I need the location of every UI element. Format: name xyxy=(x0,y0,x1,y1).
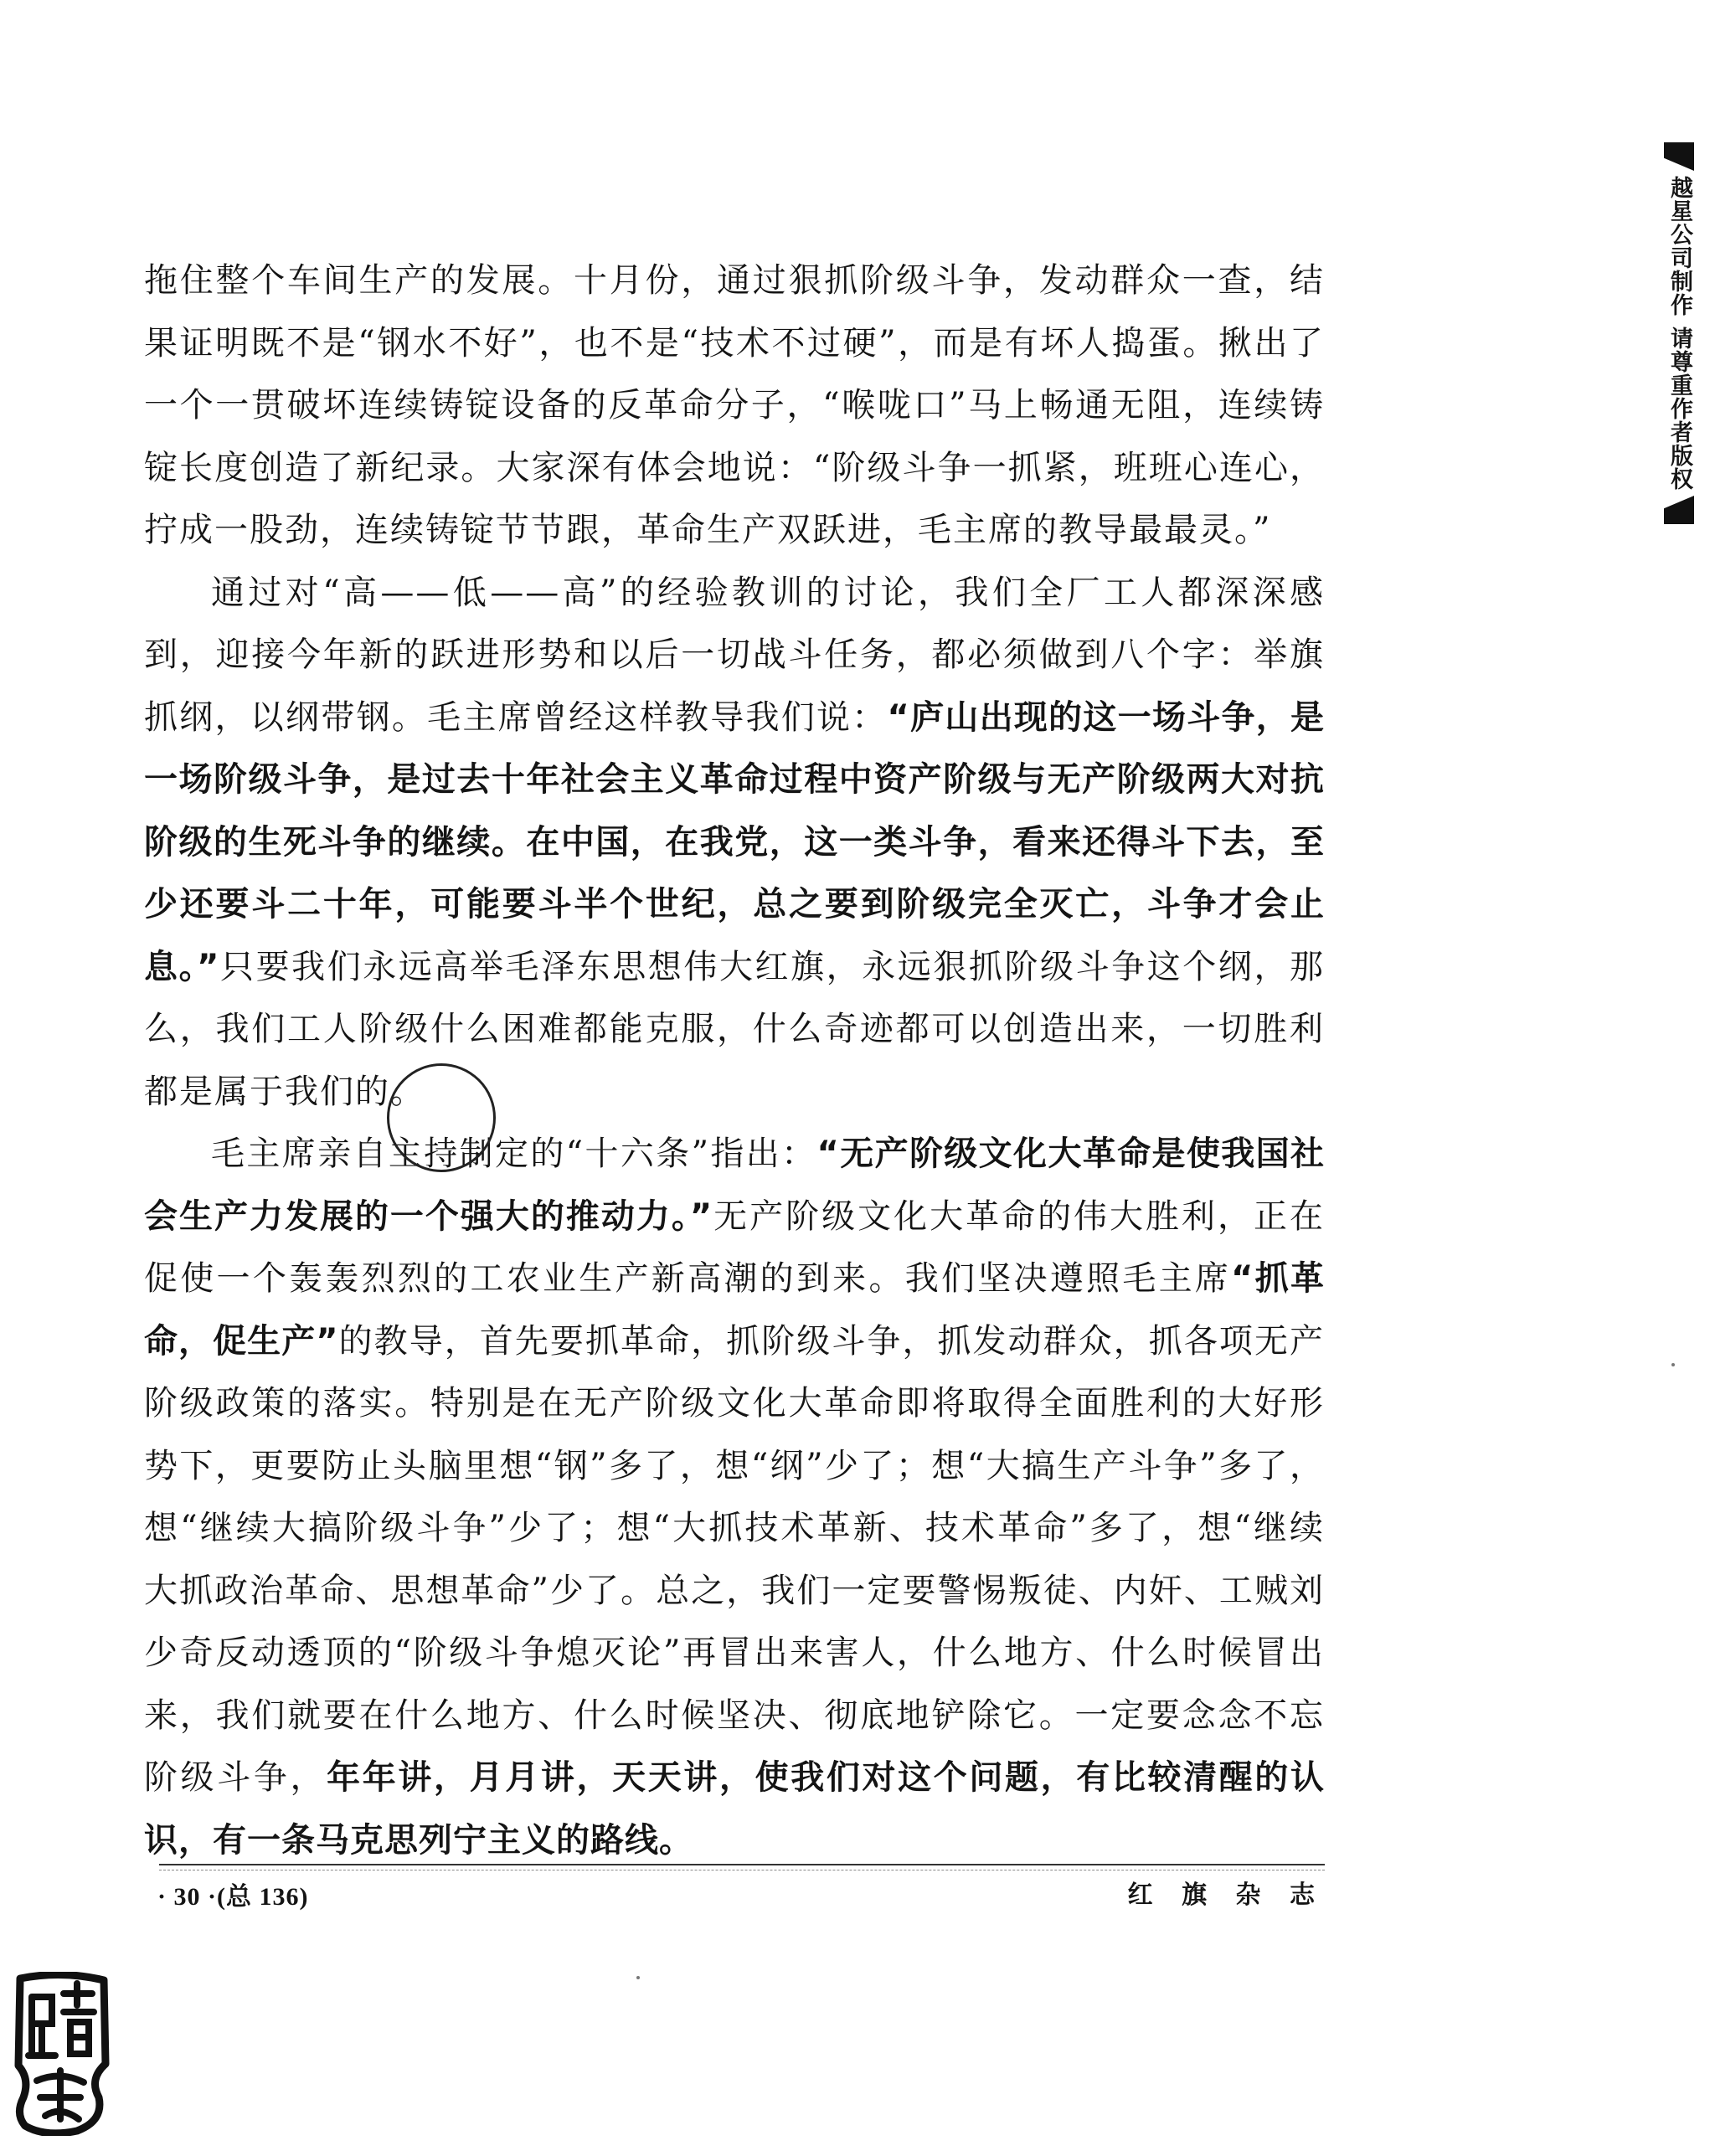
text-run: 只要我们永远高举毛泽东思想伟大红旗，永远狠抓阶级斗争这个纲，那么，我们工人阶级什么困难都能克服，什么奇迹都可以创造出来，一切胜利都是属于我们的。 xyxy=(144,947,1326,1111)
text-run: 拖住整个车间生产的发展。十月份，通过狠抓阶级斗争，发动群众一查，结果证明既不是“钢水不好”，也不是“技术不过硬”，而是有坏人捣蛋。揪出了一个一贯破坏连续铸锭设备的反革命分子，“喉咙口”马上畅通无阻，连续铸锭长度创造了新纪录。大家深有体会地说：“阶级斗争一抓紧，班班心连心，拧成一股劲，连续铸锭节节跟，革命生产双跃进，毛主席的教导最最灵。” xyxy=(144,261,1325,549)
scan-speck xyxy=(1671,1363,1675,1366)
watermark-text-1: 越星公司制作 xyxy=(1666,176,1692,316)
quotation-bold-run: “无产阶级文化大革命是使我国社会生产力发展的一个强大的推动力。” xyxy=(144,1135,1325,1236)
page-number: · 30 ·(总 136) xyxy=(157,1883,309,1911)
quotation-bold-run: “抓革命，促生产” xyxy=(144,1259,1326,1361)
watermark-text-2: 请尊重作者版权 xyxy=(1666,327,1692,491)
text-run: 无产阶级文化大革命的伟大胜利，正在促使一个轰轰烈烈的工农业生产新高潮的到来。我们坚决遵照毛主席 xyxy=(144,1196,1326,1298)
watermark-bar-top xyxy=(1664,142,1694,171)
quotation-bold-run: “庐山出现的这一场斗争，是一场阶级斗争，是过去十年社会主义革命过程中资产阶级与无产阶级两大对抗阶级的生死斗争的继续。在中国，在我党，这一类斗争，看来还得斗下去，至少还要斗二十年，可能要斗半个世纪，总之要到阶级完全灭亡，斗争才会止息。” xyxy=(144,697,1326,986)
side-watermark xyxy=(1662,142,1696,524)
paragraph-1 xyxy=(144,250,1325,562)
watermark-bar-bottom xyxy=(1664,496,1694,524)
paragraph-3 xyxy=(144,1123,1325,1871)
article-body xyxy=(144,250,1325,1871)
text-run: 的教导，首先要抓革命，抓阶级斗争，抓发动群众，抓各项无产阶级政策的落实。特别是在无产阶级文化大革命即将取得全面胜利的大好形势下，更要防止头脑里想“钢”多了，想“纲”少了；想“大搞生产斗争”多了，想“继续大搞阶级斗争”少了；想“大抓技术革新、技术革命”多了，想“继续大抓政治革命、思想革命”少了。总之，我们一定要警惕叛徒、内奸、工贼刘少奇反动透顶的“阶级斗争熄灭论”再冒出来害人，什么地方、什么时候冒出来，我们就要在什么地方、什么时候坚决、彻底地铲除它。一定要念念不忘阶级斗争， xyxy=(144,1321,1326,1797)
publication-name: 红 旗 杂 志 xyxy=(1127,1881,1325,1910)
text-run: 通过对“高——低——高”的经验教训的讨论，我们全厂工人都深深感到，迎接今年新的跃进形势和以后一切战斗任务，都必须做到八个字：举旗抓纲，以纲带钢。毛主席曾经这样教导我们说： xyxy=(144,573,1325,737)
scan-speck xyxy=(636,1976,640,1979)
quotation-bold-run: 年年讲，月月讲，天天讲，使我们对这个问题，有比较清醒的认识，有一条马克思列宁主义的路线。 xyxy=(144,1758,1325,1860)
paragraph-2 xyxy=(144,562,1325,1124)
seal-stamp-icon xyxy=(12,1972,111,2136)
footer-rule xyxy=(159,1864,1325,1865)
text-run: 毛主席亲自主持制定的“十六条”指出： xyxy=(211,1135,817,1173)
